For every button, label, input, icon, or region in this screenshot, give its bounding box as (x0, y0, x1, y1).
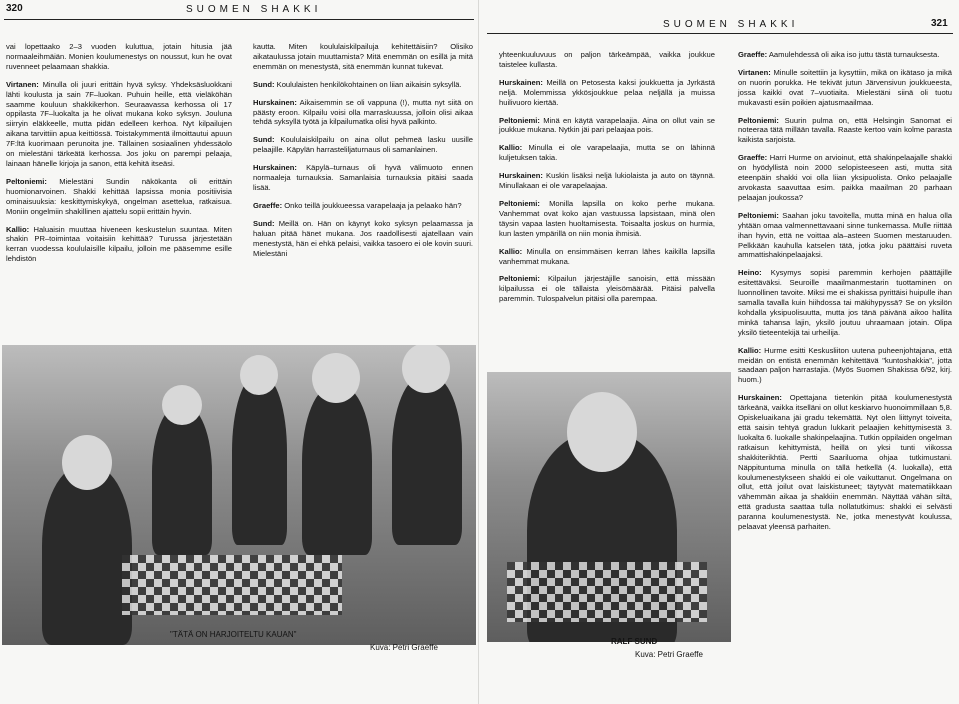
header-rule (487, 33, 953, 34)
paragraph (738, 68, 952, 108)
right-page (479, 0, 959, 704)
paragraph-text: Koululaiskilpailu on aina ollut pehmeä lasku uusille pelaajille. Käpylän harrasteliljaturnaus oli samanlainen. (253, 135, 473, 155)
paragraph-text: Opettajana tietenkin pitää koulumenestystä tärkeänä, vaikka itselläni on ollut keskiarvo huonoimmillaan 5,8. Opiskeluaikana jäi gradu tekemättä. Nyt olen liittynyt toiveita, että saisin tehtyä gradun lukkarit pelaajien kehittymisestä 3. luokalta 6. luokalle shakinpelaajina. Tutkin oppilaiden ongelman ratkaisun kehittymistä, heillä on yksi tunti viikossa shakkiterikhtiä. Pertti Saariluoma ohjaa tutkimustani. Näppituntuma minulla on tällä hetkellä (4. luokalla), että koulumenestykseen shakki ei ole vaikuttanut. Ongelmana on ollut, että joilut ovat laiskistuneet; täytyvät matematiikkaan vähemmän aikaa ja shakkiin enemmän. Näyttää vähän siltä, että gradusta saattaa tulla nollatutkimus: shakki ei selvästi paranna koulumenestystä. Ne, jotka menestyvät koulussa, pelaavat yleensä parhaiten. (738, 393, 952, 532)
speaker-name: Peltoniemi: (499, 274, 540, 284)
speaker-name: Kallio: (499, 246, 523, 256)
paragraph (253, 42, 473, 72)
paragraph (738, 153, 952, 203)
speaker-name: Hurskainen: (253, 97, 297, 107)
paragraph-text: Koululaisten henkilökohtainen on liian aikaisin syksyllä. (276, 79, 462, 89)
speaker-name: Peltoniemi: (499, 115, 540, 125)
speaker-name: Graeffe: (253, 200, 283, 210)
paragraph-text: Minä en käytä varapelaajia. Aina on ollut vain se joukkue mukana. Nytkin jäi pari pelaajaa pois. (499, 115, 715, 135)
paragraph (253, 98, 473, 128)
speaker-name: Graeffe: (738, 50, 768, 59)
paragraph (738, 346, 952, 386)
paragraph-text: Suurin pulma on, että Helsingin Sanomat ei noteeraa tätä millään tavalla. Raaste kertoo vain kolme parasta kaikista sarjoista. (738, 115, 952, 145)
paragraph (253, 80, 473, 90)
running-header: SUOMEN SHAKKI (663, 19, 799, 30)
paragraph (253, 201, 473, 211)
speaker-name: Sund: (253, 79, 275, 89)
paragraph (6, 177, 232, 217)
paragraph-text: Kilpailun järjestäjille sanoisin, että missään kilpailussa ei ole tällaista yleisömäärää. Pitäisi palvella paremmin. Tulospalvelun pitäisi olla parempaa. (499, 274, 715, 304)
paragraph (738, 116, 952, 146)
paragraph (253, 163, 473, 193)
paragraph (738, 268, 952, 337)
speaker-name: Virtanen: (6, 79, 39, 89)
left-column-2 (253, 42, 473, 266)
paragraph (499, 199, 715, 239)
paragraph (738, 393, 952, 532)
paragraph-text: kautta. Miten koululaiskilpailuja kehitettäisiin? Olisiko aikataulussa jotain muuttamista? Mitä enemmän on esillä ja mitä enemmän on menestystä, sitä enemmän kunnat tukevat. (253, 42, 473, 71)
paragraph-text: yhteenkuuluvuus on paljon tärkeämpää, vaikka joukkue taistelee kullasta. (499, 50, 715, 69)
left-page (0, 0, 479, 704)
speaker-name: Kallio: (738, 345, 762, 355)
right-column-1 (499, 50, 715, 312)
paragraph-text: Minulla ei ole varapelaajia, mutta se on lähinnä kuljetuksen takia. (499, 143, 715, 163)
paragraph (253, 219, 473, 259)
paragraph (738, 50, 952, 60)
paragraph (499, 78, 715, 108)
speaker-name: Kallio: (6, 224, 30, 234)
paragraph-text: Monilla lapsilla on koko perhe mukana. Vanhemmat ovat koko ajan vastuussa lapsistaan, minä olen täysin vapaa lasten huoltamisesta. Toisaalta joskus on hurmia, kun lasten ympärillä on niin monia ihmisiä. (499, 198, 715, 238)
paragraph-text: Kuskin lisäksi neljä lukiolaista ja auto on täynnä. Minullakaan ei ole varapelaajaa. (499, 171, 715, 191)
page-number: 320 (6, 3, 23, 14)
paragraph (499, 274, 715, 304)
paragraph (499, 50, 715, 70)
paragraph-text: Aamulehdessä oli aika iso juttu tästä turnauksesta. (768, 50, 940, 59)
paragraph (499, 116, 715, 136)
speaker-name: Hurskainen: (499, 171, 543, 181)
speaker-name: Hurskainen: (253, 163, 297, 173)
paragraph-text: Minulla on ensimmäisen kerran lähes kaikilla lapsilla vanhemmat mukana. (499, 246, 715, 266)
paragraph-text: Saahan joku tavoitella, mutta minä en halua olla yhtään omaa valmennettavaani sinne tunkemassa. Mulle riittää ihan hyvin, että ne voittaa ala–asteen Suomen mestaruuden. Pelkkään kauhulla katselen tätä, jotka joku päättäisi ruveta ammattishakinpelaajaksi. (738, 210, 952, 260)
paragraph (499, 171, 715, 191)
photo-caption: "TÄTÄ ON HARJOITELTU KAUAN" (170, 630, 297, 639)
paragraph (6, 225, 232, 265)
speaker-name: Hurskainen: (738, 393, 782, 403)
chess-players-photo (2, 345, 476, 645)
paragraph-text: Onko teillä joukkueessa varapelaaja ja pelaako hän? (284, 200, 462, 210)
paragraph-text: Mielestäni Sundin näkökanta oli erittäin huomionarvoinen. Shakki kehittää lapsissa monia positiivisia ominaisuuksia: keskittymiskykyä, ongelman asettelua, ratkaisua. Moniin ongelmiin shakillinen ajattelu sopii erittäin hyvin. (6, 176, 232, 216)
photo-credit: Kuva: Petri Graeffe (635, 650, 703, 659)
speaker-name: Peltoniemi: (499, 198, 540, 208)
header-rule (4, 19, 474, 20)
paragraph (253, 135, 473, 155)
paragraph (6, 42, 232, 72)
speaker-name: Heino: (738, 268, 762, 278)
paragraph-text: Minulla oli juuri erittäin hyvä syksy. Yhdeksäsluokkani lähti koulusta ja sain 7F–luokan. Puhuin heille, että vieläköhän saamme kouluun shakkikerhon. Seuraavassa kerhossa oli 17 oppilasta 7F–luokalta ja he olivat mukana koko syksyn. Jouluna siirryin eläkkeelle, mutta pidän edelleen kerhoa. Nyt kilpailujen aikana tarvittiin apua keittiössä. Toistakymmentä ilmoittautui apuun 7F:ltä kuorimaan perunoita jne. Tällainen sosiaalinen yhdessäolo on mielestäni tärkeätä kerhossa. Jos joku on parempi pelaaja, lainaan hänelle kirjoja ja sanon, että kehitä itseäsi. (6, 79, 232, 168)
speaker-name: Peltoniemi: (738, 210, 779, 220)
paragraph-text: Kysymys sopisi paremmin kerhojen päättäjille esitettäväksi. Seuroille maailmanmestarin tuottaminen on luonnollinen tavoite. Miksi me ei shakissa pyrittäisi huipulle ihan samalla tavalla kuin hiihdossa tai mäkihypyssä? Se on yksilön kohdalla yksipuolisuutta, mutta jos tänä päivänä aikoo hallita minkä tahansa lajin, yksilö joutuu uhraamaan jotain. Olipa yksilö tieteentekijä tai urheilija. (738, 268, 952, 337)
speaker-name: Peltoniemi: (6, 176, 47, 186)
paragraph-text: Meillä on. Hän on käynyt koko syksyn pelaamassa ja haluan pitää hänet mukana. Jos raadollisesti ajatellaan vain menestystä, hän ei ehkä pelaisi, vaikka tasoero ei ole kovin suuri. Mielestäni (253, 218, 473, 258)
paragraph-text: Minulle soitettiin ja kysyttiin, mikä on ikätaso ja mikä on nuorin porukka. He tekivät jutun Järvensivun joukkueesta, jossa kaikki ovat 7–vuotiaita. Mielestäni siinä oli tuotu mukavasti esiin poikien ajatusmaailmaa. (738, 67, 952, 107)
speaker-name: Virtanen: (738, 67, 771, 77)
running-header: SUOMEN SHAKKI (186, 4, 322, 15)
paragraph-text: vai lopettaako 2–3 vuoden kuluttua, jotain hitusia jää normaaleihmäiän. Monien koulumenestys on noussut, kun he ovat ruvenneet pelaamaan shakkia. (6, 42, 232, 71)
paragraph (738, 211, 952, 261)
paragraph (499, 143, 715, 163)
speaker-name: Graeffe: (738, 153, 768, 163)
right-column-2 (738, 50, 952, 540)
paragraph-text: Käpylä–turnaus oli hyvä välimuoto ennen normaaleja turnauksia. Samanlaisia turnauksia pitäisi saada lisää. (253, 163, 473, 192)
paragraph-text: Hurme esitti Keskusliiton uutena puheenjohtajana, että meidän on entistä enemmän kehitettävä "kuntoshakkia", jotta saadaan paljon harrastajia. (Myös Suomen Shakissa 6/92, kirj. huom.) (738, 345, 952, 385)
paragraph (499, 247, 715, 267)
photo-caption: RALF SUND (611, 637, 658, 646)
speaker-name: Peltoniemi: (738, 115, 779, 125)
ralf-sund-photo (487, 372, 731, 642)
speaker-name: Sund: (253, 218, 275, 228)
speaker-name: Kallio: (499, 143, 523, 153)
left-column-1 (6, 42, 232, 272)
paragraph-text: Meillä on Petosesta kaksi joukkuetta ja Jyrkästä neljä. Molemmissa ykkösjoukkue pelaa neljällä ja muissa huilivuoro kiertää. (499, 77, 715, 107)
paragraph-text: Harri Hurme on arvioinut, että shakinpelaajalle shakki on hyödyllistä noin 2000 selopisteeseen asti, mutta sitä eteenpäin shakki voi olla liian yksipuolista. Onko pelaajalle arvokasta saavuttaa esim. paikka maailman 20 parhaan pelaajan joukossa? (738, 153, 952, 202)
speaker-name: Sund: (253, 135, 275, 145)
paragraph (6, 80, 232, 169)
photo-credit: Kuva: Petri Graeffe (370, 643, 438, 652)
speaker-name: Hurskainen: (499, 77, 543, 87)
page-number: 321 (931, 18, 948, 29)
paragraph-text: Aikaisemmin se oli vappuna (!), mutta nyt siitä on päästy eroon. Kilpailu voisi olla marraskuussa, jolloin olisi aikaa tehdä syksyllä työtä ja kilpailumatka olisi hyvä palkinto. (253, 97, 473, 127)
paragraph-text: Haluaisin muuttaa hiveneen keskustelun suuntaa. Miten shakin PR–toimintaa voitaisiin kehittää? Turussa järjestetään kerran vuodessa koululaisille kilpailu, jolloin me pääsemme esille lehdistön (6, 224, 232, 264)
